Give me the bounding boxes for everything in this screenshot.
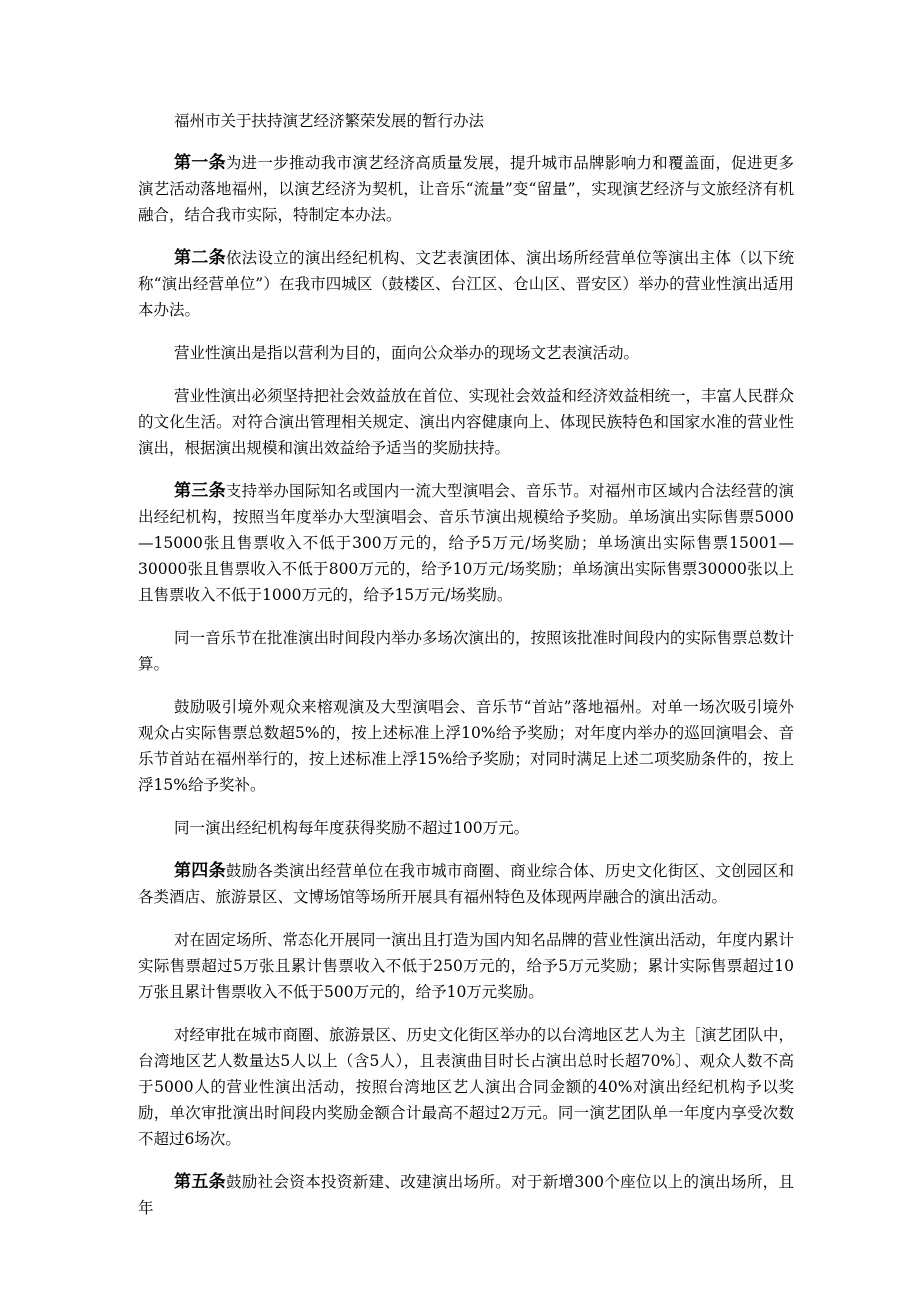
article-label: 第二条 [174, 248, 226, 268]
document-title: 福州市关于扶持演艺经济繁荣发展的暂行办法 [174, 112, 485, 130]
paragraph [138, 340, 794, 366]
paragraph-text: 鼓励吸引境外观众来榕观演及大型演唱会、音乐节“首站”落地福州。对单一场次吸引境外观众占实际售票总数超5%的，按上述标准上浮10%给予奖励；对年度内举办的巡回演唱会、音乐节首站在福州举行的，按上述标准上浮15%给予奖励；对同时满足上述二项奖励条件的，按上浮15%给予奖补。 [138, 698, 794, 794]
paragraph-text: 营业性演出是指以营利为目的，面向公众举办的现场文艺表演活动。 [174, 344, 640, 362]
paragraph [138, 625, 794, 677]
paragraph [138, 815, 794, 841]
paragraph-article-2 [138, 245, 794, 323]
article-label: 第四条 [174, 861, 226, 881]
paragraph-text: 鼓励社会资本投资新建、改建演出场所。对于新增300个座位以上的演出场所，且年 [138, 1173, 795, 1217]
paragraph-text: 支持举办国际知名或国内一流大型演唱会、音乐节。对福州市区域内合法经营的演出经纪机构，按照当年度举办大型演唱会、音乐节演出规模给予奖励。单场演出实际售票5000—15000张且售票收入不低于300万元的，给予5万元/场奖励；单场演出实际售票15001—30000张且售票收入不低于800万元的，给予10万元/场奖励；单场演出实际售票30000张以上且售票收入不低于1000万元的，给予15万元/场奖励。 [138, 482, 794, 604]
paragraph-text: 为进一步推动我市演艺经济高质量发展，提升城市品牌影响力和覆盖面，促进更多演艺活动落地福州，以演艺经济为契机，让音乐“流量”变“留量”，实现演艺经济与文旅经济有机融合，结合我市实际，特制定本办法。 [138, 154, 794, 224]
paragraph [138, 694, 794, 798]
paragraph-article-4 [138, 858, 794, 910]
paragraph-text: 营业性演出必须坚持把社会效益放在首位、实现社会效益和经济效益相统一，丰富人民群众的文化生活。对符合演出管理相关规定、演出内容健康向上、体现民族特色和国家水准的营业性演出，根据演出规模和演出效益给予适当的奖励扶持。 [138, 387, 795, 457]
paragraph-article-3 [138, 478, 794, 608]
paragraph-text: 对在固定场所、常态化开展同一演出且打造为国内知名品牌的营业性演出活动，年度内累计实际售票超过5万张且累计售票收入不低于250万元的，给予5万元奖励；累计实际售票超过10万张且累计售票收入不低于500万元的，给予10万元奖励。 [138, 931, 795, 1001]
paragraph-article-5 [138, 1169, 794, 1221]
paragraph-text: 鼓励各类演出经营单位在我市城市商圈、商业综合体、历史文化街区、文创园区和各类酒店、旅游景区、文博场馆等场所开展具有福州特色及体现两岸融合的演出活动。 [138, 862, 794, 906]
paragraph-article-1 [138, 150, 794, 228]
article-label: 第三条 [174, 481, 226, 501]
paragraph [138, 927, 794, 1005]
paragraph-text: 对经审批在城市商圈、旅游景区、历史文化街区举办的以台湾地区艺人为主［演艺团队中，台湾地区艺人数量达5人以上（含5人），且表演曲目时长占演出总时长超70%〕、观众人数不高于5000人的营业性演出活动，按照台湾地区艺人演出合同金额的40%对演出经纪机构予以奖励，单次审批演出时间段内奖励金额合计最高不超过2万元。同一演艺团队单一年度内享受次数不超过6场次。 [138, 1026, 795, 1148]
paragraph-text: 同一演出经纪机构每年度获得奖励不超过100万元。 [174, 819, 530, 837]
article-label: 第五条 [174, 1172, 227, 1192]
article-label: 第一条 [174, 153, 226, 173]
document-body [138, 104, 794, 1221]
paragraph [138, 383, 794, 461]
paragraph-text: 依法设立的演出经纪机构、文艺表演团体、演出场所经营单位等演出主体（以下统称“演出经营单位”）在我市四城区（鼓楼区、台江区、仓山区、晋安区）举办的营业性演出适用本办法。 [138, 249, 794, 319]
paragraph [138, 1022, 794, 1152]
paragraph-text: 同一音乐节在批准演出时间段内举办多场次演出的，按照该批准时间段内的实际售票总数计算。 [138, 629, 795, 673]
